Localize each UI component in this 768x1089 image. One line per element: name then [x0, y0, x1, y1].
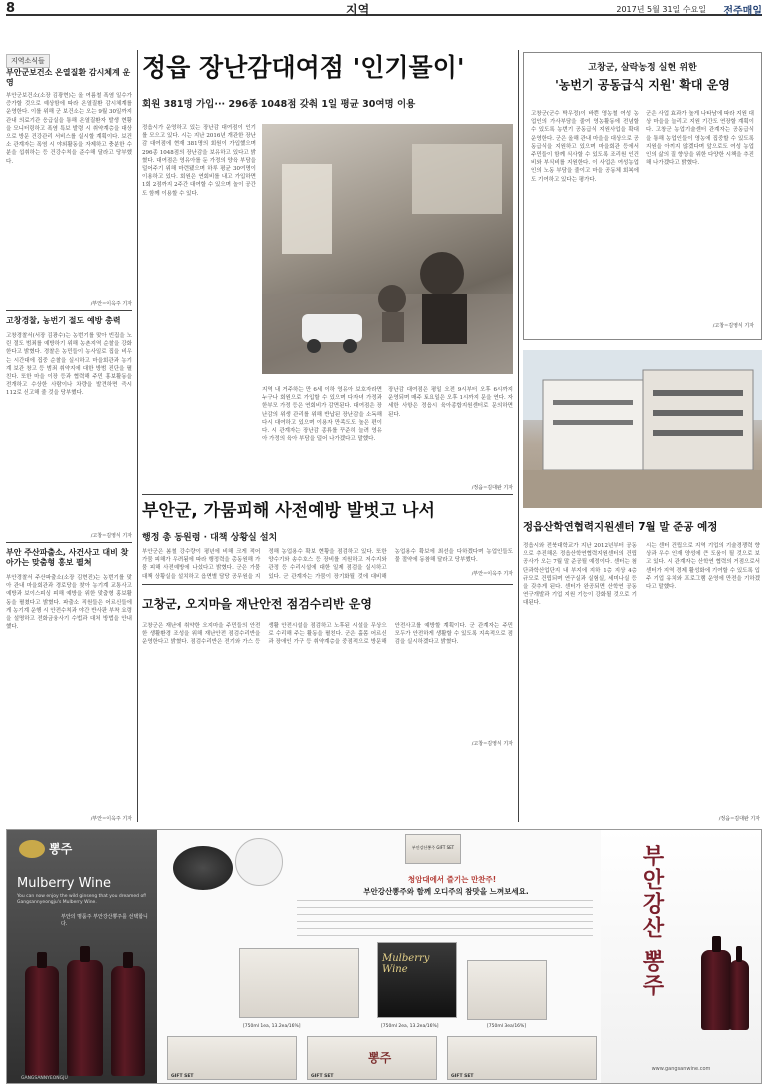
drought-headline: 부안군, 가뭄피해 사전예방 발벗고 나서 — [142, 501, 435, 521]
gochang-byline: /고창=김영식 기자 — [712, 323, 754, 329]
wine-bottle — [729, 960, 749, 1030]
brief-title: 고창경찰, 농번기 절도 예방 총력 — [6, 316, 121, 325]
lead-byline: /정읍=김대완 기자 — [471, 485, 513, 491]
gift-set-box-dark — [377, 942, 457, 1018]
wine-advertisement — [6, 829, 762, 1084]
wine-bottle — [111, 966, 145, 1076]
building-illustration — [523, 350, 762, 508]
gochang-kicker: 고창군, 살락농정 실현 위한 — [588, 63, 697, 73]
section-tag: 지역소식들 — [6, 54, 50, 68]
gift-label: GIFT SET — [451, 1074, 474, 1079]
column-divider — [518, 50, 519, 822]
mascot-image — [235, 838, 283, 886]
ad-right-panel — [601, 830, 761, 1084]
ad-headline: 청암대에서 즐기는 만찬주! — [407, 875, 497, 884]
gift-set-caption: 부안강산뽕주 GIFT SET — [411, 845, 455, 850]
ad-subheadline: 부안강산뽕주와 함께 오디주의 참맛을 느껴보세요. — [363, 887, 529, 896]
gift-box-brand: 뽕주 — [368, 1051, 392, 1065]
toy-rental-photo — [262, 124, 513, 374]
center-body-2: 시는 센터 건립으로 지역 기업의 기술경쟁력 향상과 우수 인재 양성에 큰 도움이 될 것으로 보고 있다. 시 관계자는 산학연 협력의 거점으로서 센터가 지역 경제 활성화에 기여할 수 있도록 입주 기업 유치와 프로그램 운영에 만전을 기하겠다고 말했다. — [646, 543, 760, 591]
ad-english-title: Mulberry Wine — [17, 876, 112, 891]
brief-byline: /고창=김영식 기자 — [90, 533, 132, 539]
lead-headline: 정읍 장난감대여점 '인기몰이' — [142, 53, 465, 82]
product-caption: [750ml 2ea, 13.2ea/16%] — [381, 1024, 439, 1029]
lead-subhead: 회원 381명 가입··· 296종 1048점 갖춰 1일 평균 30여명 이용 — [142, 99, 416, 110]
divider — [6, 542, 132, 543]
brief-body: 고창경찰서(서장 김광수)는 농번기를 맞아 빈집을 노린 절도 범죄를 예방하기 위해 농촌지역 순찰을 강화한다고 밝혔다. 경찰은 농민들이 농사일로 집을 비우는 시간대에 집중 순찰을 실시하고 마을회관과 농기계 보관 창고 등 범죄 취약지에 대한 방범 진단을 펼친다. 또한 마을 이장 등과 협력해 주민 홍보활동을 전개하고 수상한 사람이나 차량을 발견하면 즉시 112로 신고해 줄 것을 당부했다. — [6, 333, 132, 397]
drought-byline: /부안=이옥주 기자 — [471, 571, 513, 577]
wine-bottle — [701, 950, 731, 1030]
masthead — [6, 2, 762, 16]
product-caption: [750ml 1ea, 13.2ea/16%] — [243, 1024, 301, 1029]
ad-maker: GANGSANNYEONGJU — [21, 1076, 68, 1081]
product-caption: [750ml 3ea/16%] — [487, 1024, 527, 1029]
ad-calligraphy: 부안강산 뽕주 — [639, 844, 665, 998]
ad-brand: 뽕주 — [49, 842, 73, 856]
brief-byline: /부안=이옥주 기자 — [90, 301, 132, 307]
column-divider — [137, 50, 138, 822]
gift-set-box — [239, 948, 359, 1018]
lead-body-2: 지역 내 거주하는 만 6세 이하 영유아 보호자라면 누구나 회원으로 가입할 수 있으며 다자녀 가정과 한부모 가정 등은 연회비가 감면된다. 대여점은 장난감의 위생 관리를 위해 반납된 장난감을 소독해 다시 대여하고 있으며 이용자 만족도도 높은 편이다. 시 관계자는 장난감 종류를 꾸준히 늘려 영유아 가정의 육아 부담을 덜어 나가겠다고 말했다. — [262, 387, 382, 443]
drought-subhead: 행정 총 동원령 · 대책 상황실 설치 — [142, 533, 278, 543]
mulberry-fruit-image — [173, 846, 233, 890]
lead-body-3: 장난감 대여점은 평일 오전 9시부터 오후 6시까지 운영되며 매주 토요일은 오후 1시까지 문을 연다. 자세한 사항은 정읍시 육아종합지원센터로 문의하면 된다. — [388, 387, 513, 418]
brand-logo — [19, 840, 45, 858]
gochang-headline: '농번기 공동급식 지원' 확대 운영 — [555, 78, 730, 92]
gift-set-thumbnail — [405, 834, 461, 864]
issue-date: 2017년 5월 31일 수요일 — [616, 5, 706, 14]
wine-bottle — [25, 966, 59, 1076]
lead-body: 정읍시가 운영하고 있는 장난감 대여점이 인기를 모으고 있다. 시는 지난 2016년 개관한 장난감 대여점에 현재 381명의 회원이 가입했으며 296종 1048점의 장난감을 보유하고 있다고 밝혔다. 대여점은 영유아를 둔 가정의 양육 부담을 덜어주기 위해 마련됐으며 하루 평균 30여명이 이용하고 있다. 회원은 연회비를 내고 가입하면 1회 2점까지 2주간 대여할 수 있으며 놀이 공간도 함께 이용할 수 있다. — [142, 125, 256, 197]
brief-body: 부안경찰서 주산파출소(소장 김현진)는 농번기를 맞아 관내 마을회관과 경로당을 찾아 농기계 교통사고 예방과 보이스피싱 피해 예방을 위한 맞춤형 홍보활동을 펼쳤다고 밝혔다. 파출소 직원들은 어르신들에게 농기계 운행 시 안전수칙과 야간 반사판 부착 요령을 설명하고 전화금융사기 수법과 대처 방법을 안내했다. — [6, 575, 132, 631]
gochang-body-2: 군은 사업 효과가 높게 나타남에 따라 지원 대상 마을을 늘리고 지원 기간도 연장할 계획이다. 고창군 농업기술센터 관계자는 공동급식을 통해 농업인들이 영농에 집중할 수 있도록 지원을 아끼지 않겠다며 앞으로도 여성 농업인의 삶의 질 향상을 위한 다양한 시책을 추진해 나가겠다고 밝혔다. — [646, 111, 754, 167]
newspaper-name: 전주매일 — [723, 6, 762, 17]
drought-body: 부안군은 봄철 강수량이 평년에 비해 크게 적어 가뭄 피해가 우려됨에 따라 행정력을 총동원해 가뭄 피해 사전예방에 나섰다고 밝혔다. 군은 가뭄대책 상황실을 설치하고 읍면별 담당 공무원을 지정해 농업용수 확보 현황을 점검하고 있다. 또한 양수기와 송수호스 등 장비를 지원하고 저수지와 관정 등 수리시설에 대한 일제 점검을 실시하고 있다. 군 관계자는 가뭄이 장기화될 것에 대비해 농업용수 확보에 최선을 다하겠다며 농업인들도 물 절약에 동참해 달라고 당부했다. — [142, 549, 513, 580]
divider — [142, 494, 513, 495]
center-headline: 정읍산학연협력지원센터 7월 말 준공 예정 — [523, 521, 718, 533]
divider — [142, 584, 513, 585]
center-byline: /정읍=김대완 기자 — [718, 816, 760, 822]
gochang-body: 고창군(군수 박우정)이 바쁜 영농철 여성 농업인의 가사부담을 줄여 영농활동에 전념할 수 있도록 농번기 공동급식 지원사업을 확대 운영한다. 군은 올해 관내 마을을 대상으로 공동급식을 지원하고 있으며 마을회관 등에서 주민들이 함께 식사할 수 있도록 조리원 인건비와 부식비를 지원한다. 이 사업은 여성농업인의 노동 부담을 줄이고 마을 공동체 회복에도 기여하고 있다는 평가다. — [531, 111, 639, 183]
gift-set-box — [467, 960, 547, 1020]
ad-left-panel — [7, 830, 157, 1084]
brief-byline: /부안=이옥주 기자 — [90, 816, 132, 822]
page-number: 8 — [6, 1, 16, 16]
brief-title: 부안 주산파출소, 사건사고 대비 찾아가는 맞춤형 홍보 펼쳐 — [6, 548, 129, 567]
brief-body: 부안군보건소(소장 김광현)는 올 여름철 폭염 일수가 증가할 것으로 예상함에 따라 온열질환 감시체계를 운영한다. 이를 위해 군 보건소는 오는 9월 30일까지 관내 의료기관 응급실을 통해 온열질환자 발생 현황을 모니터링하고 폭염 특보 발령 시 취약계층을 대상으로 방문 건강관리 서비스를 실시할 계획이다. 보건소 관계자는 폭염 시 야외활동을 자제하고 충분한 수분을 섭취하는 등 건강수칙을 준수해 달라고 당부했다. — [6, 93, 132, 165]
divider — [6, 310, 132, 311]
ad-left-tagline: 부안의 명품주 부안강산뽕주를 선택합니다. — [61, 914, 148, 927]
repair-byline: /고창=김영식 기자 — [471, 741, 513, 747]
center-building-photo — [523, 350, 762, 508]
gift-set-label: Mulberry Wine — [382, 953, 430, 975]
section-name: 지역 — [346, 3, 370, 17]
ad-english-tagline: You can now enjoy the wild ginseng that you dreamed of! Gangsannyeongju's Mulberry Wine. — [17, 894, 147, 905]
ad-website: www.gangsanwine.com — [651, 1066, 711, 1072]
brief-title: 부안군보건소 온열질환 감시체계 운영 — [6, 68, 131, 87]
center-body: 정읍시와 전북대학교가 지난 2012년부터 공동으로 추진해온 정읍산학연협력지원센터의 건립 공사가 오는 7월 말 준공될 예정이다. 센터는 첨단과학산업단지 내 부지에 지하 1층 지상 4층 규모로 건립되며 연구실과 실험실, 세미나실 등을 갖추게 된다. 센터가 완공되면 산학연 공동 연구개발과 기업 지원 기능이 강화될 것으로 기대된다. — [523, 543, 637, 607]
gift-label: GIFT SET — [311, 1074, 334, 1079]
wine-bottle — [67, 960, 103, 1076]
repair-body: 고창군은 재난에 취약한 오지마을 주민들의 안전한 생활환경 조성을 위해 재난안전 점검수리반을 운영한다고 밝혔다. 점검수리반은 전기와 가스 등 생활 안전시설을 점검하고 노후된 시설을 무상으로 수리해 주는 활동을 펼친다. 군은 홀몸 어르신과 장애인 가구 등 취약계층을 중점적으로 방문해 안전사고를 예방할 계획이다. 군 관계자는 주민 모두가 안전하게 생활할 수 있도록 지속적으로 점검을 실시하겠다고 밝혔다. — [142, 623, 513, 646]
ad-body-lines — [297, 900, 593, 940]
repair-headline: 고창군, 오지마을 재난안전 점검수리반 운영 — [142, 597, 372, 611]
gift-label: GIFT SET — [171, 1074, 194, 1079]
ad-center-top — [167, 834, 607, 956]
playroom-illustration — [262, 124, 513, 374]
